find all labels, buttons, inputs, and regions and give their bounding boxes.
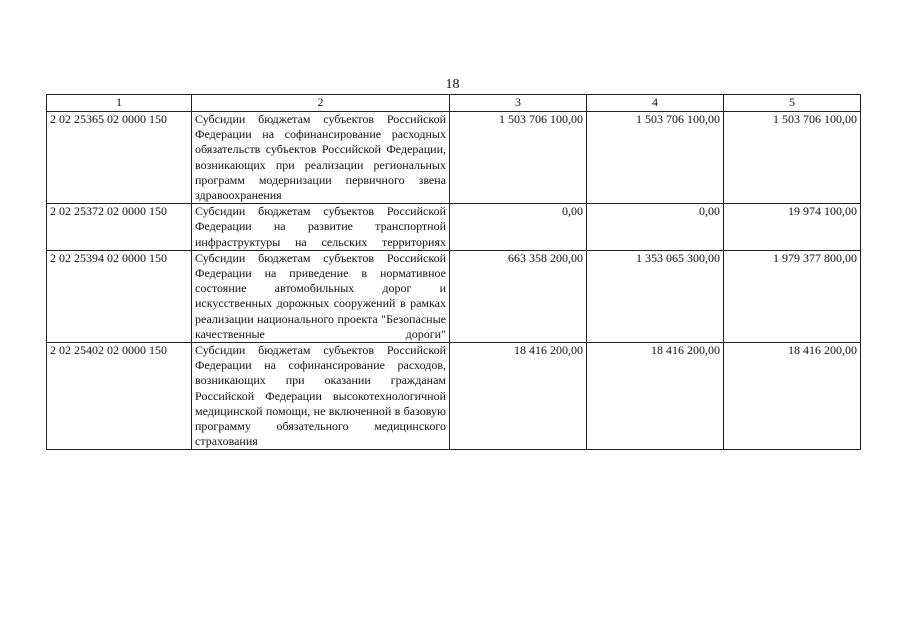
amount-col-3: 663 358 200,00 [450, 250, 587, 342]
page-number: 18 [445, 77, 460, 92]
table-row [47, 343, 861, 450]
amount-col-5: 19 974 100,00 [724, 204, 861, 251]
amount-col-4: 18 416 200,00 [587, 343, 724, 450]
header-col-3: 3 [450, 95, 587, 112]
amount-col-5: 18 416 200,00 [724, 343, 861, 450]
header-col-4: 4 [587, 95, 724, 112]
budget-code: 2 02 25365 02 0000 150 [47, 112, 192, 204]
amount-col-4: 0,00 [587, 204, 724, 251]
table-row [47, 250, 861, 342]
row-description: Субсидии бюджетам субъектов Российской Федерации на приведение в нормативное состояние автомобильных дорог и искусственных дорожных сооружений в рамках реализации национального проекта "Безопасные качественные дороги" [192, 250, 450, 342]
header-col-2: 2 [192, 95, 450, 112]
header-row [47, 95, 861, 112]
amount-col-3: 1 503 706 100,00 [450, 112, 587, 204]
row-description: Субсидии бюджетам субъектов Российской Федерации на развитие транспортной инфраструктуры на сельских территориях [192, 204, 450, 251]
budget-code: 2 02 25402 02 0000 150 [47, 343, 192, 450]
header-col-5: 5 [724, 95, 861, 112]
amount-col-5: 1 979 377 800,00 [724, 250, 861, 342]
row-description: Субсидии бюджетам субъектов Российской Федерации на софинансирование расходов, возникающих при оказании гражданам Российской Федерации высокотехнологичной медицинской помощи, не включенной в базовую программу обязательного медицинского страхования [192, 343, 450, 450]
amount-col-5: 1 503 706 100,00 [724, 112, 861, 204]
amount-col-4: 1 353 065 300,00 [587, 250, 724, 342]
amount-col-3: 0,00 [450, 204, 587, 251]
amount-col-3: 18 416 200,00 [450, 343, 587, 450]
amount-col-4: 1 503 706 100,00 [587, 112, 724, 204]
budget-code: 2 02 25394 02 0000 150 [47, 250, 192, 342]
header-col-1: 1 [47, 95, 192, 112]
budget-code: 2 02 25372 02 0000 150 [47, 204, 192, 251]
row-description: Субсидии бюджетам субъектов Российской Федерации на софинансирование расходных обязательств субъектов Российской Федерации, возникающих при реализации региональных программ модернизации первичного звена здравоохранения [192, 112, 450, 204]
table-row [47, 112, 861, 204]
budget-table [46, 94, 861, 450]
table-row [47, 204, 861, 251]
